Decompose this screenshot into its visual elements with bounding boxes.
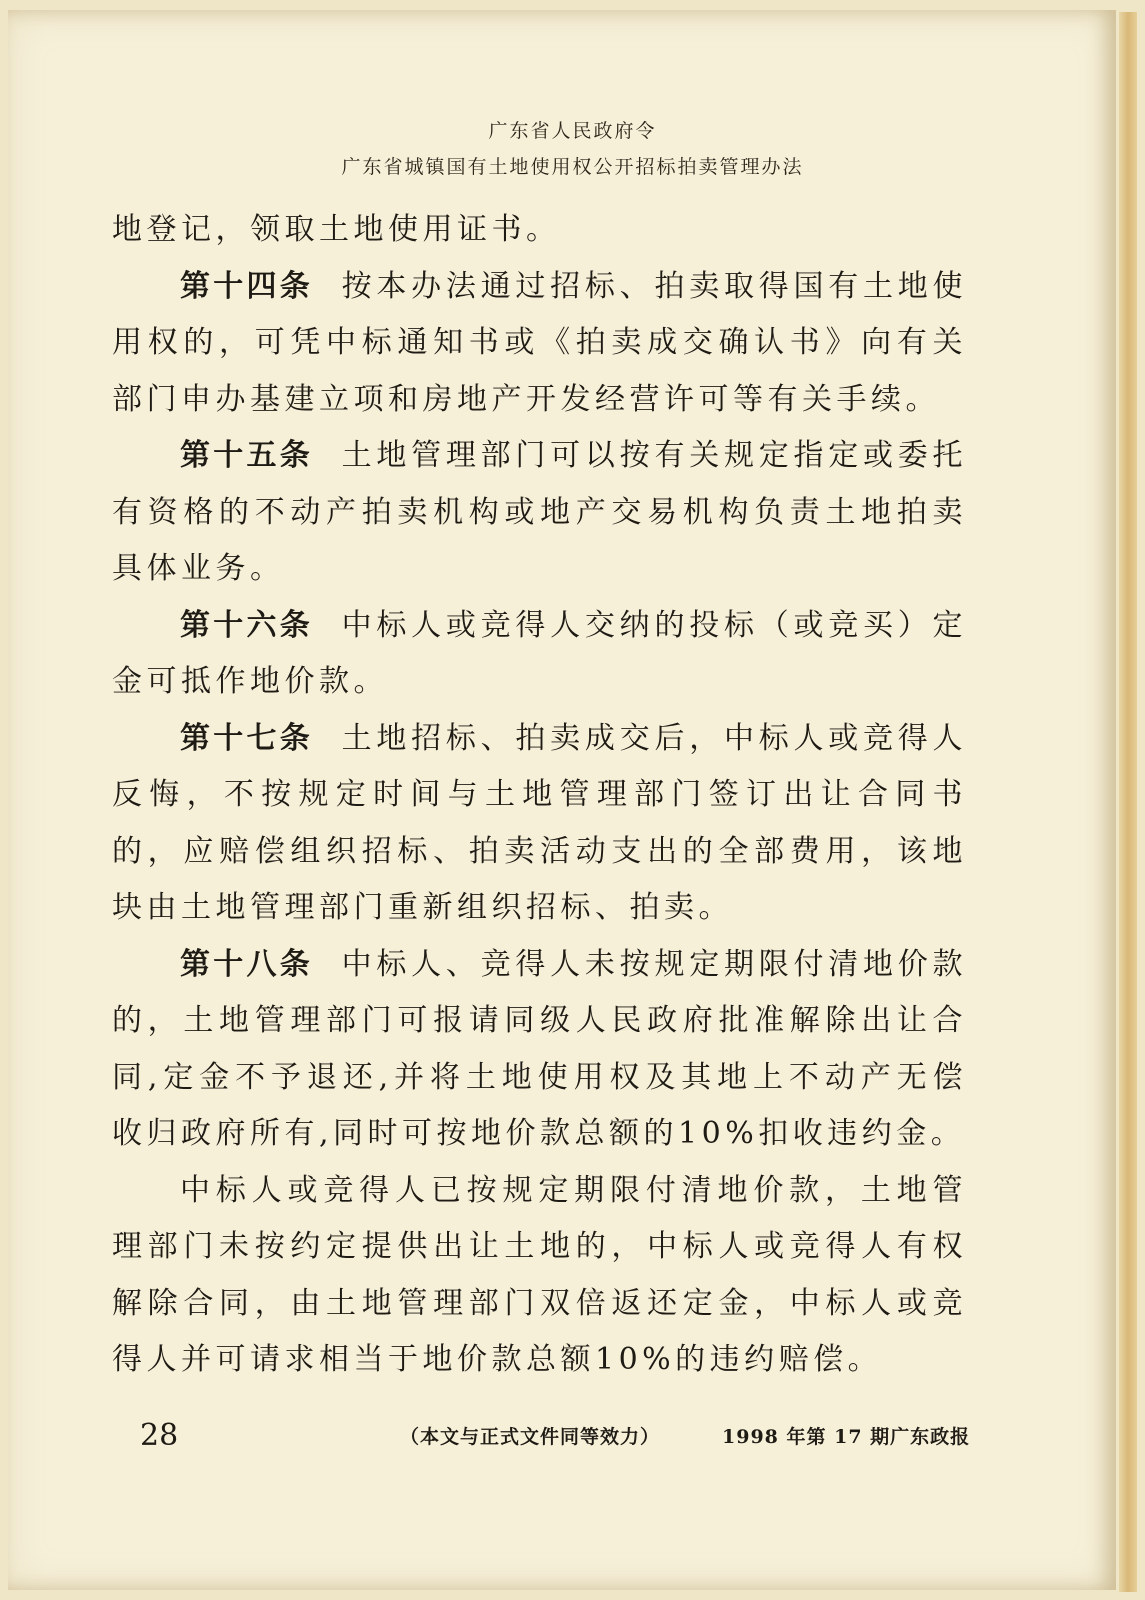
- paragraph-continuation: [112, 202, 967, 259]
- paragraph-article-14: [112, 259, 967, 429]
- issue-label: 1998 年第 17 期广东政报: [722, 1426, 971, 1448]
- paragraph-text: 土地管理部门可以按有关规定指定或委托有资格的不动产拍卖机构或地产交易机构负责土地拍卖具体业务。: [112, 438, 968, 586]
- article-number: 第十七条: [180, 720, 314, 756]
- page-edge: [1119, 12, 1137, 1592]
- header-issuer: 广东省人民政府令: [488, 120, 657, 142]
- paragraph-text: 地登记，领取土地使用证书。: [112, 212, 561, 247]
- article-number: 第十八条: [180, 946, 314, 982]
- validity-note: （本文与正式文件同等效力）: [400, 1426, 661, 1448]
- paragraph-text: 按本办法通过招标、拍卖取得国有土地使用权的，可凭中标通知书或《拍卖成交确认书》向有关部门申办基建立项和房地产开发经营许可等有关手续。: [112, 268, 968, 417]
- paragraph-article-16: [112, 598, 967, 711]
- paragraph-text: 中标人或竞得人交纳的投标（或竞买）定金可抵作地价款。: [112, 607, 968, 699]
- paragraph-article-15: [112, 428, 967, 598]
- document-body: [112, 202, 967, 1389]
- article-number: 第十四条: [180, 268, 314, 304]
- article-number: 第十六条: [180, 607, 314, 643]
- paragraph-text: 中标人、竞得人未按规定期限付清地价款的，土地管理部门可报请同级人民政府批准解除出让合同,定金不予退还,并将土地使用权及其地上不动产无偿收归政府所有,同时可按地价款总额的10%扣收违约金。: [112, 946, 968, 1151]
- header-document-title: 广东省城镇国有土地使用权公开招标拍卖管理办法: [341, 156, 804, 178]
- paragraph-text: 土地招标、拍卖成交后，中标人或竞得人反悔，不按规定时间与土地管理部门签订出让合同书的，应赔偿组织招标、拍卖活动支出的全部费用，该地块由土地管理部门重新组织招标、拍卖。: [112, 720, 968, 925]
- article-number: 第十五条: [180, 438, 314, 473]
- paragraph-article-18: [112, 937, 967, 1163]
- paragraph-article-18-clause-2: [112, 1163, 967, 1389]
- paragraph-article-17: [112, 711, 967, 937]
- paragraph-text: 中标人或竞得人已按规定期限付清地价款，土地管理部门未按约定提供出让土地的，中标人或竞得人有权解除合同，由土地管理部门双倍返还定金，中标人或竞得人并可请求相当于地价款总额10%的违约赔偿。: [112, 1172, 967, 1377]
- page-number: 28: [140, 1418, 179, 1453]
